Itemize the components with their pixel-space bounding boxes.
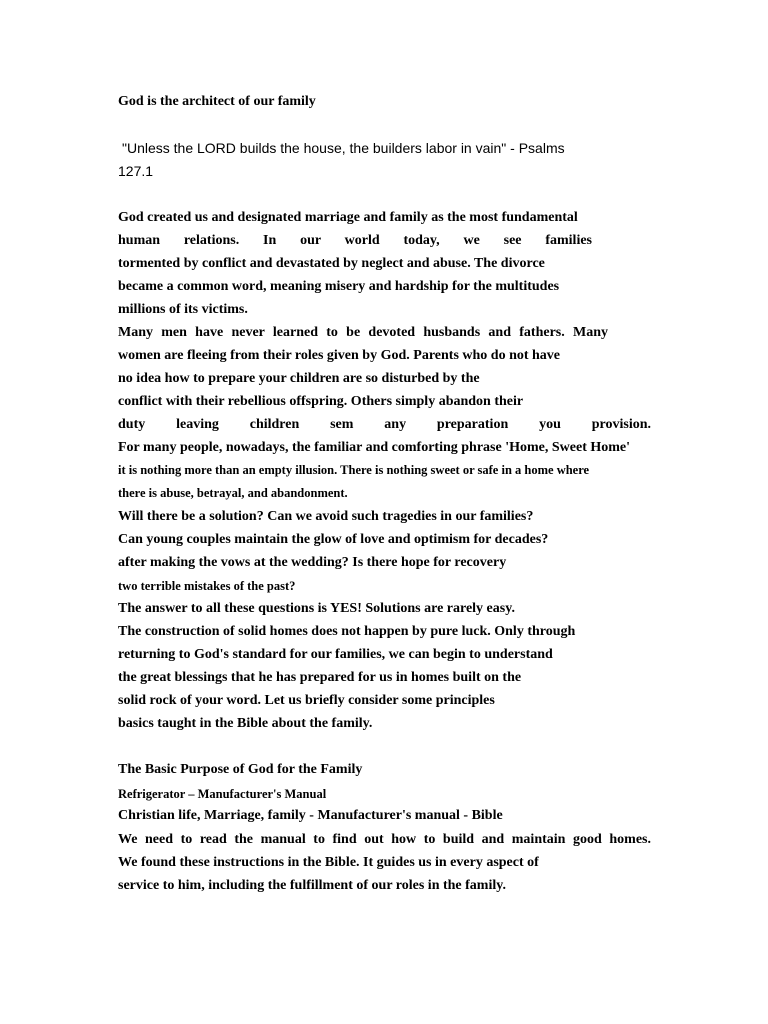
quote-line-1: "Unless the LORD builds the house, the builders labor in vain" - Psalms — [122, 140, 565, 156]
quote-line-2: 127.1 — [118, 163, 154, 179]
body-line: The answer to all these questions is YES! Solutions are rarely easy. — [118, 601, 515, 616]
body-line: the great blessings that he has prepared for us in homes built on the — [118, 670, 522, 685]
body-line: duty leaving children sem any preparation you provision. — [118, 417, 651, 432]
body-line: For many people, nowadays, the familiar and comforting phrase 'Home, Sweet Home' — [118, 440, 631, 455]
body-line: Can young couples maintain the glow of love and optimism for decades? — [118, 532, 549, 547]
body-line: there is abuse, betrayal, and abandonment. — [118, 486, 348, 500]
section-line: service to him, including the fulfillment of our roles in the family. — [118, 878, 506, 893]
body-line: God created us and designated marriage and family as the most fundamental — [118, 210, 578, 225]
body-line: solid rock of your word. Let us briefly consider some principles — [118, 693, 495, 708]
body-line: after making the vows at the wedding? Is there hope for recovery — [118, 555, 507, 570]
body-line: millions of its victims. — [118, 302, 248, 317]
body-line: women are fleeing from their roles given by God. Parents who do not have — [118, 348, 561, 363]
section-line: We found these instructions in the Bible. It guides us in every aspect of — [118, 855, 539, 870]
body-line: basics taught in the Bible about the family. — [118, 716, 373, 731]
body-line: no idea how to prepare your children are so disturbed by the — [118, 371, 480, 386]
section-line: Refrigerator – Manufacturer's Manual — [118, 787, 327, 801]
body-line: became a common word, meaning misery and hardship for the multitudes — [118, 279, 560, 294]
body-line: two terrible mistakes of the past? — [118, 579, 296, 593]
section-line: We need to read the manual to find out how to build and maintain good homes. — [118, 832, 651, 847]
body-line: it is nothing more than an empty illusion. There is nothing sweet or safe in a home where — [118, 463, 590, 477]
section-heading: The Basic Purpose of God for the Family — [118, 762, 363, 777]
body-line: conflict with their rebellious offspring. Others simply abandon their — [118, 394, 524, 409]
body-line: human relations. In our world today, we see families — [118, 233, 592, 248]
body-line: tormented by conflict and devastated by neglect and abuse. The divorce — [118, 256, 545, 271]
document-title: God is the architect of our family — [118, 94, 316, 109]
body-line: returning to God's standard for our families, we can begin to understand — [118, 647, 553, 662]
body-line: Many men have never learned to be devoted husbands and fathers. Many — [118, 325, 608, 340]
body-line: Will there be a solution? Can we avoid such tragedies in our families? — [118, 509, 534, 524]
body-line: The construction of solid homes does not happen by pure luck. Only through — [118, 624, 576, 639]
section-line: Christian life, Marriage, family - Manufacturer's manual - Bible — [118, 808, 503, 823]
